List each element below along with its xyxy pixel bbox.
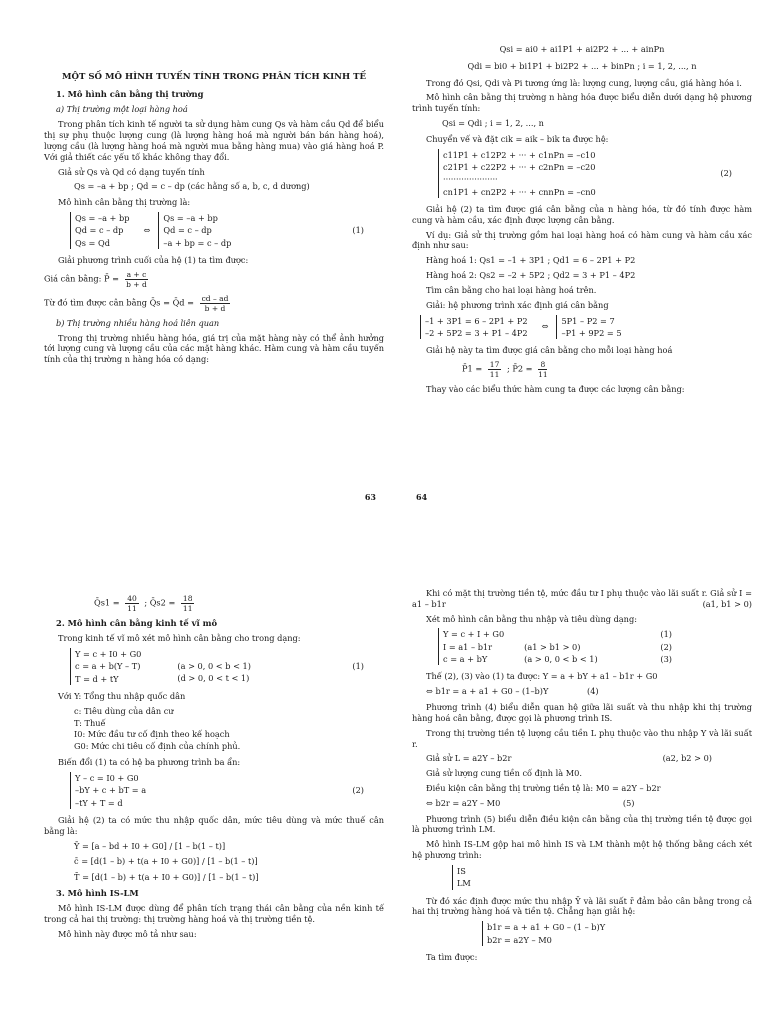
paragraph: Giải hệ (2) ta tìm được giá cân bằng của n hàng hóa, từ đó tính được hàm cung và hàm cầu, xác định được lượng cân bằng. bbox=[412, 203, 752, 225]
equation-line: IS bbox=[457, 865, 466, 876]
brace bbox=[70, 648, 141, 685]
equation-label: P̄1 = bbox=[462, 363, 483, 374]
is-equation bbox=[426, 686, 752, 697]
balance-equation: Qsi = Qdi ; i = 1, 2, ..., n bbox=[442, 118, 544, 129]
brace bbox=[482, 921, 605, 946]
solution-c: c̄ = [d(1 – b) + t(a + I0 + G0)] / [1 – b(1 – t)] bbox=[74, 856, 258, 867]
paragraph: Trong đó Qsi, Qdi và Pi tương ứng là: lượng cung, lượng cầu, giá hàng hóa i. bbox=[426, 77, 742, 88]
paragraph-text: Khi có mặt thị trường tiền tệ, mức đầu tư I phụ thuộc vào lãi suất r. Giả sử I = a1 – b1r bbox=[412, 588, 752, 609]
paragraph: Xét mô hình cân bằng thu nhập và tiêu dùng dạng: bbox=[426, 613, 637, 624]
brace bbox=[452, 865, 471, 890]
equation-number: (1) bbox=[352, 660, 364, 671]
equation-line: –P1 + 9P2 = 5 bbox=[561, 327, 622, 338]
numerator: a + c bbox=[126, 269, 147, 279]
paragraph: Trong phân tích kinh tế người ta sử dụng hàm cung Qs và hàm cầu Qd để biểu thị sự phụ thuộc lượng cung (là lượng hàng hoá mà người bán bán hàng hoá), lượng cầu (là lượng hàng hoá mà người mua bằng hàng mua) vào giá hàng hoá P. Với giả thiết các yếu tố khác không thay đổi. bbox=[44, 119, 384, 162]
equation-line: I = a1 – b1r bbox=[443, 641, 493, 652]
equation-line: –2 + 5P2 = 3 + P1 – 4P2 bbox=[425, 327, 528, 338]
conditions bbox=[524, 629, 598, 666]
equation-number: (2) bbox=[720, 167, 732, 178]
equation-line: Y = c + I + G0 bbox=[443, 629, 505, 640]
brace bbox=[438, 149, 596, 198]
fraction bbox=[200, 294, 231, 313]
condition: (d > 0, 0 < t < 1) bbox=[177, 673, 250, 684]
subsection-heading-1b: b) Thị trường nhiều hàng hoá liên quan bbox=[56, 317, 220, 328]
equation-line: –a + bp = c – dp bbox=[163, 237, 232, 248]
denominator: b + d bbox=[126, 279, 147, 289]
paragraph: Chuyển vế và đặt cik = aik – bik ta được hệ: bbox=[426, 133, 609, 144]
equation-line: –tY + T = d bbox=[75, 797, 123, 808]
paragraph: Trong thị trường nhiều hàng hóa, giá trị của mặt hàng này có thể ảnh hưởng tới lượng cung và lượng cầu của các mặt hàng khác. Hàm cung và hàm cầu tuyến tính của thị trường n hàng hóa có dạng: bbox=[44, 332, 384, 365]
fraction bbox=[538, 360, 548, 379]
paragraph: Mô hình cân bằng thị trường là: bbox=[58, 197, 191, 208]
condition: (a1 > b1 > 0) bbox=[524, 641, 581, 652]
paragraph: Trong kinh tế vĩ mô xét mô hình cân bằng cho trong dạng: bbox=[58, 633, 301, 644]
equilibrium-quantities bbox=[94, 594, 384, 613]
equation-system-is-lm-2 bbox=[482, 921, 752, 946]
numerator: 18 bbox=[182, 594, 193, 603]
good-1-line: Hàng hoá 1: Qs1 = –1 + 3P1 ; Qd1 = 6 – 2P1 + P2 bbox=[426, 255, 636, 266]
paragraph: Ta tìm được: bbox=[426, 951, 478, 962]
equation-line: cn1P1 + cn2P2 + ··· + cnnPn = –cn0 bbox=[443, 186, 596, 197]
equation-line: –1 + 3P1 = 6 – 2P1 + P2 bbox=[425, 315, 528, 326]
equation-line: c = a + b(Y – T) bbox=[75, 661, 141, 672]
equation-system-3 bbox=[420, 315, 752, 340]
paragraph: Biến đổi (1) ta có hệ ba phương trình ba ẩn: bbox=[58, 757, 241, 768]
paragraph: Trong thị trường tiền tệ lượng cầu tiền L phụ thuộc vào thu nhập Y và lãi suất r. bbox=[412, 727, 752, 749]
equation-line: c21P1 + c22P2 + ··· + c2nPn = –c20 bbox=[443, 162, 596, 173]
paragraph: Thế (2), (3) vào (1) ta được: Y = a + bY + a1 – b1r + G0 bbox=[426, 671, 658, 682]
denominator: 11 bbox=[489, 370, 500, 380]
brace bbox=[438, 628, 504, 665]
equation-number: (1) bbox=[660, 629, 672, 640]
page-63: MỘT SỐ MÔ HÌNH TUYẾN TÍNH TRONG PHÂN TÍCH KINH TẾ 1. Mô hình cân bằng thị trường a) Thị trường một loại hàng hoá Trong phân tích kinh tế người ta sử dụng hàm cung Qs và hàm cầu Qd để biểu thị sự phụ thuộc lượng cung (là lượng hàng hoá mà người bán bán hàng hoá), lượng cầu (là lượng hàng hoá mà người mua bằng hàng mua) vào giá hàng hoá P. Với giả thiết các yếu tố khác không thay đổi. Giả sử Qs và Qd có dạng tuyến tính Qs = –a + bp ; Qd = c – dp (các hằng số a, b, c, d dương) Mô hình cân bằng thị trường là: Qs = –a + bp Qd = c – dp Qs = Qd ⇔ Qs = –a + bp Qd = c – dp –a + bp = c – dp (1) Giải phương trình cuối của hệ (1) ta tìm được: Giá cân bằng: P̄ = $\frac{a + c}{b + d}$ Từ đó tìm được cân bằng Q̄s = Q̄d = $\frac{cd - ad}{b + d}$ b) Thị trường nhiều hàng hoá liên quan Trong thị trường nhiều hàng hóa, giá trị của mặt hàng này có thể ảnh hưởng tới lượng cung và lượng cầu của các mặt hàng khác. Hàm cung và hàm cầu tuyến tính của thị trường n hàng hóa có dạng: 63 bbox=[44, 72, 384, 502]
variable-list bbox=[74, 706, 384, 754]
numerator: 17 bbox=[489, 360, 500, 370]
page-65 bbox=[44, 568, 384, 944]
numerator: 40 bbox=[127, 594, 137, 603]
equation-line: Qd = c – dp bbox=[163, 225, 212, 236]
equation-label: Từ đó tìm được cân bằng Q̄s = Q̄d = bbox=[44, 297, 194, 308]
page-64: Qsi = ai0 + ai1P1 + ai2P2 + ... + ainPn Qdi = bi0 + bi1P1 + bi2P2 + ... + binPn ; i = 1, 2, ..., n Trong đó Qsi, Qdi và Pi tương ứng là: lượng cung, lượng cầu, giá hàng hóa i. Mô hình cân bằng thị trường n hàng hóa được biểu diễn dưới dạng hệ phương trình tuyến tính: Qsi = Qdi ; i = 1, 2, ..., n Chuyển vế và đặt cik = aik – bik ta được hệ: c11P1 + c12P2 + ··· + c1nPn = –c10 c21P1 + c22P2 + ··· + c2nPn = –c20 ····················· cn1P1 + cn2P2 + ··· + cnnPn = –cn0 (2) Giải hệ (2) ta tìm được giá cân bằng của n hàng hóa, từ đó tính được hàm cung và hàm cầu, xác định được lượng cân bằng. Ví dụ: Giả sử thị trường gồm hai loại hàng hoá có hàm cung và hàm cầu xác định như sau: Hàng hoá 1: Qs1 = –1 + 3P1 ; Qd1 = 6 – 2P1 + P2 Hàng hoá 2: Qs2 = –2 + 5P2 ; Qd2 = 3 + P1 – 4P2 Tìm cân bằng cho hai loại hàng hoá trên. Giải: hệ phương trình xác định giá cân bằng –1 + 3P1 = 6 – 2P1 + P2 –2 + 5P2 = 3 + P1 – 4P2 ⇔ 5P1 – P2 = 7 –P1 + 9P2 = 5 Giải hệ này ta tìm được giá cân bằng cho mỗi loại hàng hoá P̄1 = $\frac{17}{11}$ ; P̄2 = $\frac{8}{11}$ Thay vào các biểu thức hàm cung ta được các lượng cân bằng: 64 bbox=[412, 44, 752, 502]
chapter-title: MỘT SỐ MÔ HÌNH TUYẾN TÍNH TRONG PHÂN TÍCH KINH TẾ bbox=[61, 72, 367, 82]
equivalence-icon: ⇔ bbox=[541, 321, 549, 332]
lm-equation bbox=[426, 798, 752, 809]
paragraph: Giải: hệ phương trình xác định giá cân bằng bbox=[426, 299, 609, 310]
equation-number: (2) bbox=[660, 641, 672, 652]
paragraph: Phương trình (4) biểu diễn quan hệ giữa lãi suất và thu nhập khi thị trường hàng hoá cân bằng, được gọi là phương trình IS. bbox=[412, 702, 752, 723]
equation-line: LM bbox=[457, 878, 471, 889]
equation-line: b2r = a2Y – M0 bbox=[487, 934, 552, 945]
equation-label: Giá cân bằng: P̄ = bbox=[44, 273, 119, 284]
equation-label: ; Q̄s2 = bbox=[144, 597, 176, 608]
solution-y: Ȳ = [a – bd + I0 + G0] / [1 – b(1 – t)] bbox=[74, 840, 226, 851]
section-heading-2: 2. Mô hình cân bằng kinh tế vĩ mô bbox=[56, 618, 218, 628]
subsection-heading-1a: a) Thị trường một loại hàng hoá bbox=[56, 104, 188, 115]
equation-line: ····················· bbox=[443, 174, 498, 185]
paragraph: Mô hình IS-LM gộp hai mô hình IS và LM thành một hệ thống bằng cách xét hệ phương trình: bbox=[412, 839, 752, 861]
paragraph: Phương trình (5) biểu diễn điều kiện cân bằng của thị trường tiền tệ được gọi là phương trình LM. bbox=[412, 813, 752, 835]
page-66 bbox=[412, 568, 752, 967]
equation-text: ⇔ b2r = a2Y – M0 bbox=[426, 797, 501, 808]
paragraph: Giả sử Qs và Qd có dạng tuyến tính bbox=[58, 166, 205, 177]
numerator: 8 bbox=[540, 360, 546, 370]
equation-line: –bY + c + bT = a bbox=[75, 785, 147, 796]
brace-right bbox=[158, 212, 231, 249]
example-paragraph: Ví dụ: Giả sử thị trường gồm hai loại hàng hoá có hàm cung và hàm cầu xác định như sau: bbox=[412, 229, 752, 251]
equilibrium-price bbox=[44, 270, 384, 289]
good-2-line: Hàng hoá 2: Qs2 = –2 + 5P2 ; Qd2 = 3 + P1 – 4P2 bbox=[426, 270, 636, 281]
equation-system-macro bbox=[70, 648, 384, 685]
denominator: b + d bbox=[204, 303, 226, 313]
paragraph-text: Giả sử L = a2Y – b2r bbox=[426, 753, 512, 764]
denominator: 11 bbox=[538, 370, 548, 380]
equation-system-1 bbox=[70, 212, 384, 249]
fraction bbox=[488, 360, 502, 379]
paragraph: Điều kiện cân bằng thị trường tiền tệ là: M0 = a2Y – b2r bbox=[426, 783, 661, 793]
paragraph: Giải hệ (2) ta có mức thu nhập quốc dân, mức tiêu dùng và mức thuế cân bằng là: bbox=[44, 814, 384, 836]
equation-line: T = d + tY bbox=[75, 673, 119, 684]
equation-line: Qs = –a + bp bbox=[75, 213, 130, 224]
condition: (a > 0, 0 < b < 1) bbox=[177, 661, 251, 672]
condition: (a1, b1 > 0) bbox=[702, 598, 752, 609]
equation-label: ; P̄2 = bbox=[506, 363, 533, 374]
equation-system-macro-2 bbox=[70, 772, 384, 809]
paragraph: Mô hình này được mô tả như sau: bbox=[58, 928, 197, 939]
equation: Qs = –a + bp ; Qd = c – dp (các hằng số a, b, c, d dương) bbox=[74, 181, 310, 192]
equation-system-is bbox=[438, 628, 752, 665]
denominator: 11 bbox=[182, 604, 193, 613]
list-item: c: Tiêu dùng của dân cư bbox=[74, 705, 174, 716]
equation-line: Qs = Qd bbox=[75, 237, 110, 248]
equation-line: Y = c + I0 + G0 bbox=[75, 648, 142, 659]
section-heading-1: 1. Mô hình cân bằng thị trường bbox=[56, 89, 204, 100]
condition: (a > 0, 0 < b < 1) bbox=[524, 653, 598, 664]
equation-number: (5) bbox=[622, 797, 635, 808]
equation-label: Q̄s1 = bbox=[94, 597, 120, 608]
section-heading-3: 3. Mô hình IS-LM bbox=[56, 888, 139, 899]
equation-system-is-lm bbox=[452, 865, 752, 890]
denominator: 11 bbox=[127, 604, 137, 613]
equation-line: Qs = –a + bp bbox=[163, 213, 218, 224]
paragraph: Giải phương trình cuối của hệ (1) ta tìm được: bbox=[58, 254, 249, 265]
supply-equation: Qsi = ai0 + ai1P1 + ai2P2 + ... + ainPn bbox=[499, 44, 665, 54]
equation-line: c = a + bY bbox=[443, 654, 488, 665]
equation-line: 5P1 – P2 = 7 bbox=[561, 315, 615, 326]
equation-number: (4) bbox=[587, 686, 599, 697]
equivalence-icon: ⇔ bbox=[143, 225, 151, 236]
equation-system-2 bbox=[438, 149, 752, 198]
equation-number: (1) bbox=[352, 225, 364, 236]
equation-number: (3) bbox=[660, 654, 672, 665]
brace-left bbox=[420, 315, 528, 340]
fraction bbox=[125, 270, 149, 289]
fraction bbox=[125, 594, 139, 613]
conditions bbox=[177, 648, 251, 685]
list-item: G0: Mức chi tiêu cố định của chính phủ. bbox=[74, 741, 241, 752]
condition: (a2, b2 > 0) bbox=[662, 753, 712, 764]
equation-line: c11P1 + c12P2 + ··· + c1nPn = –c10 bbox=[443, 149, 596, 160]
paragraph: Mô hình IS-LM được dùng để phân tích trạng thái cân bằng của nền kinh tế trong cả hai thị trường: thị trường hàng hoá và thị trường tiền tệ. bbox=[44, 903, 384, 924]
paragraph: Mô hình cân bằng thị trường n hàng hóa được biểu diễn dưới dạng hệ phương trình tuyến tính: bbox=[412, 92, 752, 114]
equation-text: ⇔ b1r = a + a1 + G0 – (1–b)Y bbox=[426, 686, 549, 697]
paragraph bbox=[412, 753, 752, 764]
equation-number: (2) bbox=[352, 785, 364, 796]
equilibrium-prices bbox=[462, 360, 752, 379]
paragraph: Với Y: Tổng thu nhập quốc dân bbox=[58, 690, 186, 701]
paragraph: Giả sử lượng cung tiền cố định là M0. bbox=[426, 768, 582, 779]
numerator: cd – ad bbox=[201, 293, 229, 303]
paragraph: Tìm cân bằng cho hai loại hàng hoá trên. bbox=[426, 284, 597, 295]
demand-equation: Qdi = bi0 + bi1P1 + bi2P2 + ... + binPn ; i = 1, 2, ..., n bbox=[467, 60, 697, 71]
list-item: I0: Mức đầu tư cố định theo kế hoạch bbox=[74, 729, 230, 740]
condition bbox=[524, 629, 598, 641]
list-item: T: Thuế bbox=[74, 717, 106, 728]
paragraph: Thay vào các biểu thức hàm cung ta được các lượng cân bằng: bbox=[426, 384, 685, 395]
equation-line: Y – c = I0 + G0 bbox=[75, 773, 139, 784]
brace-left bbox=[70, 212, 130, 249]
paragraph bbox=[412, 588, 752, 610]
paragraph: Giải hệ này ta tìm được giá cân bằng cho mỗi loại hàng hoá bbox=[426, 345, 673, 356]
solution-t: T̄ = [d(1 – b) + t(a + I0 + G0)] / [1 – b(1 – t)] bbox=[74, 872, 259, 883]
equilibrium-quantity bbox=[44, 294, 384, 313]
paragraph: Từ đó xác định được mức thu nhập Ȳ và lãi suất r̄ đảm bảo cân bằng trong cả hai thị trường hàng hoá và tiền tệ. Chẳng hạn giải hệ: bbox=[412, 895, 752, 917]
brace bbox=[70, 772, 146, 809]
fraction bbox=[181, 594, 195, 613]
equation-line: Qd = c – dp bbox=[75, 225, 124, 236]
brace-right bbox=[556, 315, 621, 340]
equation-line: b1r = a + a1 + G0 – (1 – b)Y bbox=[487, 922, 606, 933]
condition bbox=[177, 648, 251, 660]
equation-numbers bbox=[660, 628, 752, 665]
